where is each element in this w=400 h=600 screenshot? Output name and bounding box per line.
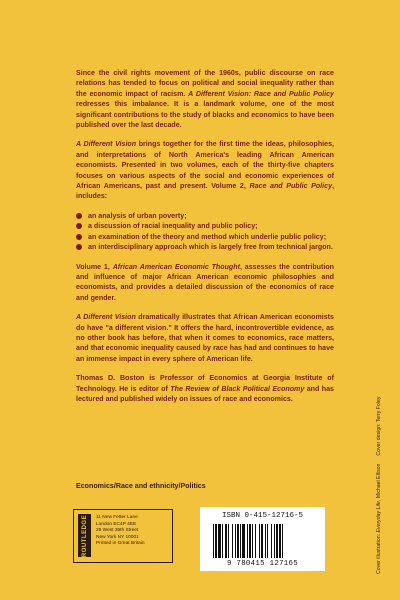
publisher-address [96,515,145,548]
illustration-credit-label: Cover illustration: [376,532,382,574]
volume-one-text-continued: , assesses the contribution and influence of major African American economic philosophies and economists, and provides a detailed discussion of the economics of race and gender. [76,262,334,302]
address-line: 29 West 35th Street [96,528,139,534]
design-credit: Cover design: Terry Foley [376,396,382,456]
author-bio-text-continued: and has lectured and published widely on issues of race and economics. [76,384,335,403]
barcode-icon [212,524,313,558]
back-cover-blurb [76,68,334,413]
bullet-icon [76,244,82,250]
bullet-icon [76,213,82,219]
barcode-number: 9 780415 127165 [226,560,299,568]
bullet-icon [76,234,82,240]
thesis-text: dramatically illustrates that African American economists do have "a different vision." It offers the hard, incontrovertible evidence, as no other book has before, that when it comes to economics, race matters, and that economic inequality caused by race has had and continues to have an immense impact in every sphere of American life. [76,313,334,363]
list-item [76,242,334,252]
subject-categories: Economics/Race and ethnicity/Politics [76,482,206,490]
journal-title-ref: The Review of Black Political Economy [170,384,305,393]
address-line: Printed in Great Britain [96,541,145,547]
isbn-label: ISBN 0-415-12716-5 [221,512,303,520]
publisher-imprint [73,509,173,563]
list-item-text: a discussion of racial inequality and public policy; [88,222,258,231]
volume-title-ref: African American Economic Thought [112,262,240,271]
includes-list [76,211,334,253]
list-item-text: an examination of the theory and method which underlie public policy; [88,232,327,241]
author-bio-paragraph [76,373,334,404]
book-title-ref: A Different Vision [76,140,137,149]
overview-text: brings together for the first time the ideas, philosophies, and interpretations of North America's leading African American economists. Presented in two volumes, each of the thirty-five chapters focuses on various aspects of the social and economic experiences of African Americans, past and present. Volume 2, [76,140,335,191]
intro-paragraph [76,68,334,130]
address-line: London EC4P 4EE [96,521,137,527]
author-bio-text: Thomas D. Boston is Professor of Economics at Georgia Institute of Technology. He is editor of [76,374,334,393]
illustration-artist: , Michael Ellison [376,463,382,502]
list-item [76,232,334,242]
cover-credits [376,397,382,574]
thesis-paragraph [76,312,334,364]
bullet-icon [76,223,82,229]
overview-paragraph [76,139,334,201]
list-item-text: an analysis of urban poverty; [88,211,187,220]
illustration-title: Everyday Life [376,501,382,533]
address-line: New York NY 10001 [96,534,139,540]
volume-one-paragraph [76,262,334,304]
list-item-text: an interdisciplinary approach which is largely free from technical jargon. [88,243,333,252]
routledge-logo [78,514,91,557]
list-item [76,211,334,221]
book-title-ref: A Different Vision: Race and Public Policy [188,89,335,98]
address-line: 11 New Fetter Lane [96,515,138,520]
volume-title-ref: Race and Public Policy [249,182,333,191]
list-item [76,221,334,231]
isbn-barcode-box [200,507,325,571]
logo-text: ROUTLEDGE [81,514,88,557]
intro-text-continued: redresses this imbalance. It is a landmark volume, one of the most significant contributions to the study of blacks and economics to have been published over the last decade. [76,100,334,130]
intro-text: Since the civil rights movement of the 1960s, public discourse on race relations has tended to focus on political and social inequality rather than the economic impact of racism. [76,69,334,98]
book-title-ref: A Different Vision [76,313,136,322]
overview-text-continued: , includes: [76,182,334,201]
volume-one-text: Volume 1, [76,262,113,271]
